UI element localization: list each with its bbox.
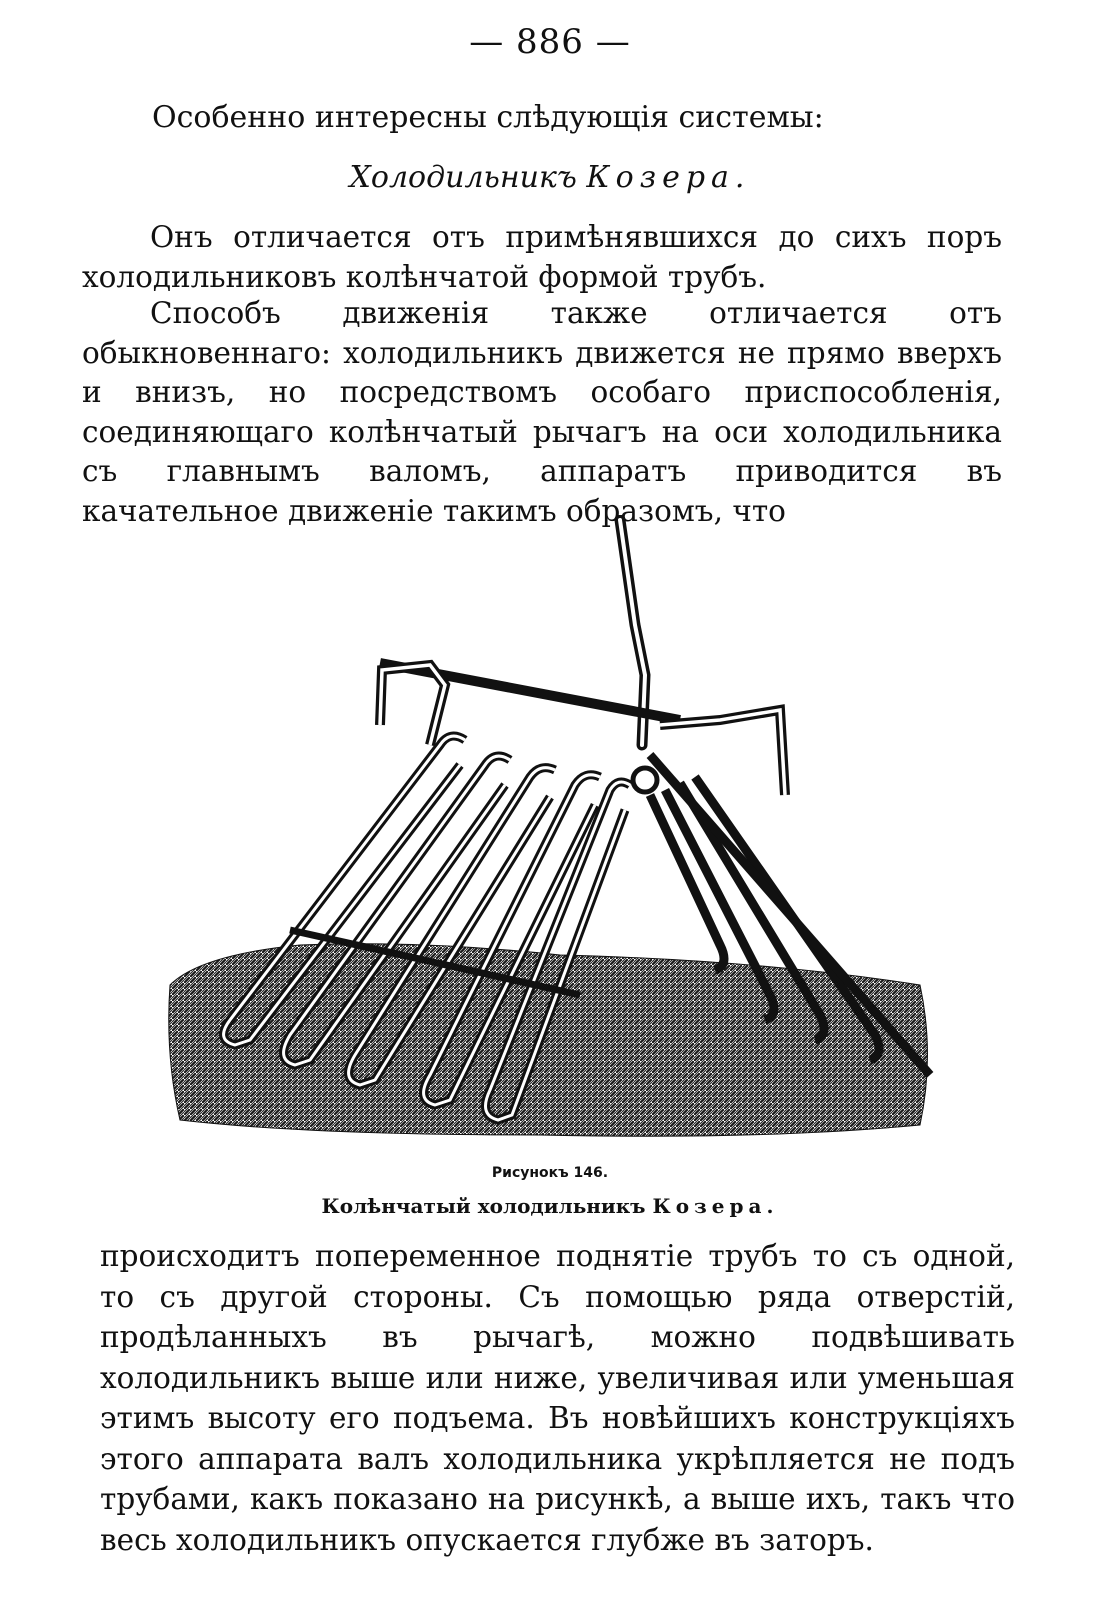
- paragraph-1: Онъ отличается отъ примѣнявшихся до сихъ поръ холодильниковъ колѣнчатой формой трубъ.: [82, 220, 1002, 294]
- figure-caption-name: Козера.: [652, 1194, 779, 1218]
- axle-fitting: [633, 768, 657, 792]
- top-rod: [380, 663, 680, 720]
- figure-caption: [0, 1194, 1100, 1218]
- cooler-illustration: [160, 515, 940, 1145]
- paragraph-3: происходитъ попеременное поднятіе трубъ то съ одной, то съ другой стороны. Съ помощью ряда отверстій, продѣланныхъ въ рычагѣ, можно подвѣшивать холодильникъ выше или ниже, увеличивая или уменьшая этимъ высоту его подъема. Въ новѣйшихъ конструкціяхъ этого аппарата валъ холодильника укрѣпляется не подъ трубами, какъ показано на рисункѣ, а выше ихъ, такъ что весь холодильникъ опускается глубже въ заторъ.: [100, 1239, 1015, 1557]
- section-heading-label: Холодильникъ: [349, 160, 577, 195]
- page-number: — 886 —: [469, 22, 631, 62]
- section-heading: [0, 160, 1100, 195]
- intro-line: Особенно интересны слѣдующія системы:: [152, 100, 824, 135]
- figure-caption-label: Колѣнчатый холодильникъ: [321, 1194, 646, 1218]
- paragraph-2: Способъ движенія также отличается отъ обыкновеннаго: холодильникъ движется не прямо вверхъ и внизъ, но посредствомъ особаго приспособленія, соединяющаго колѣнчатый рычагъ на оси холодильника съ главнымъ валомъ, аппаратъ приводится въ качательное движеніе такимъ образомъ, что: [82, 296, 1002, 528]
- figure-number: Рисунокъ 146.: [491, 1165, 609, 1181]
- section-heading-name: Козера.: [586, 160, 751, 195]
